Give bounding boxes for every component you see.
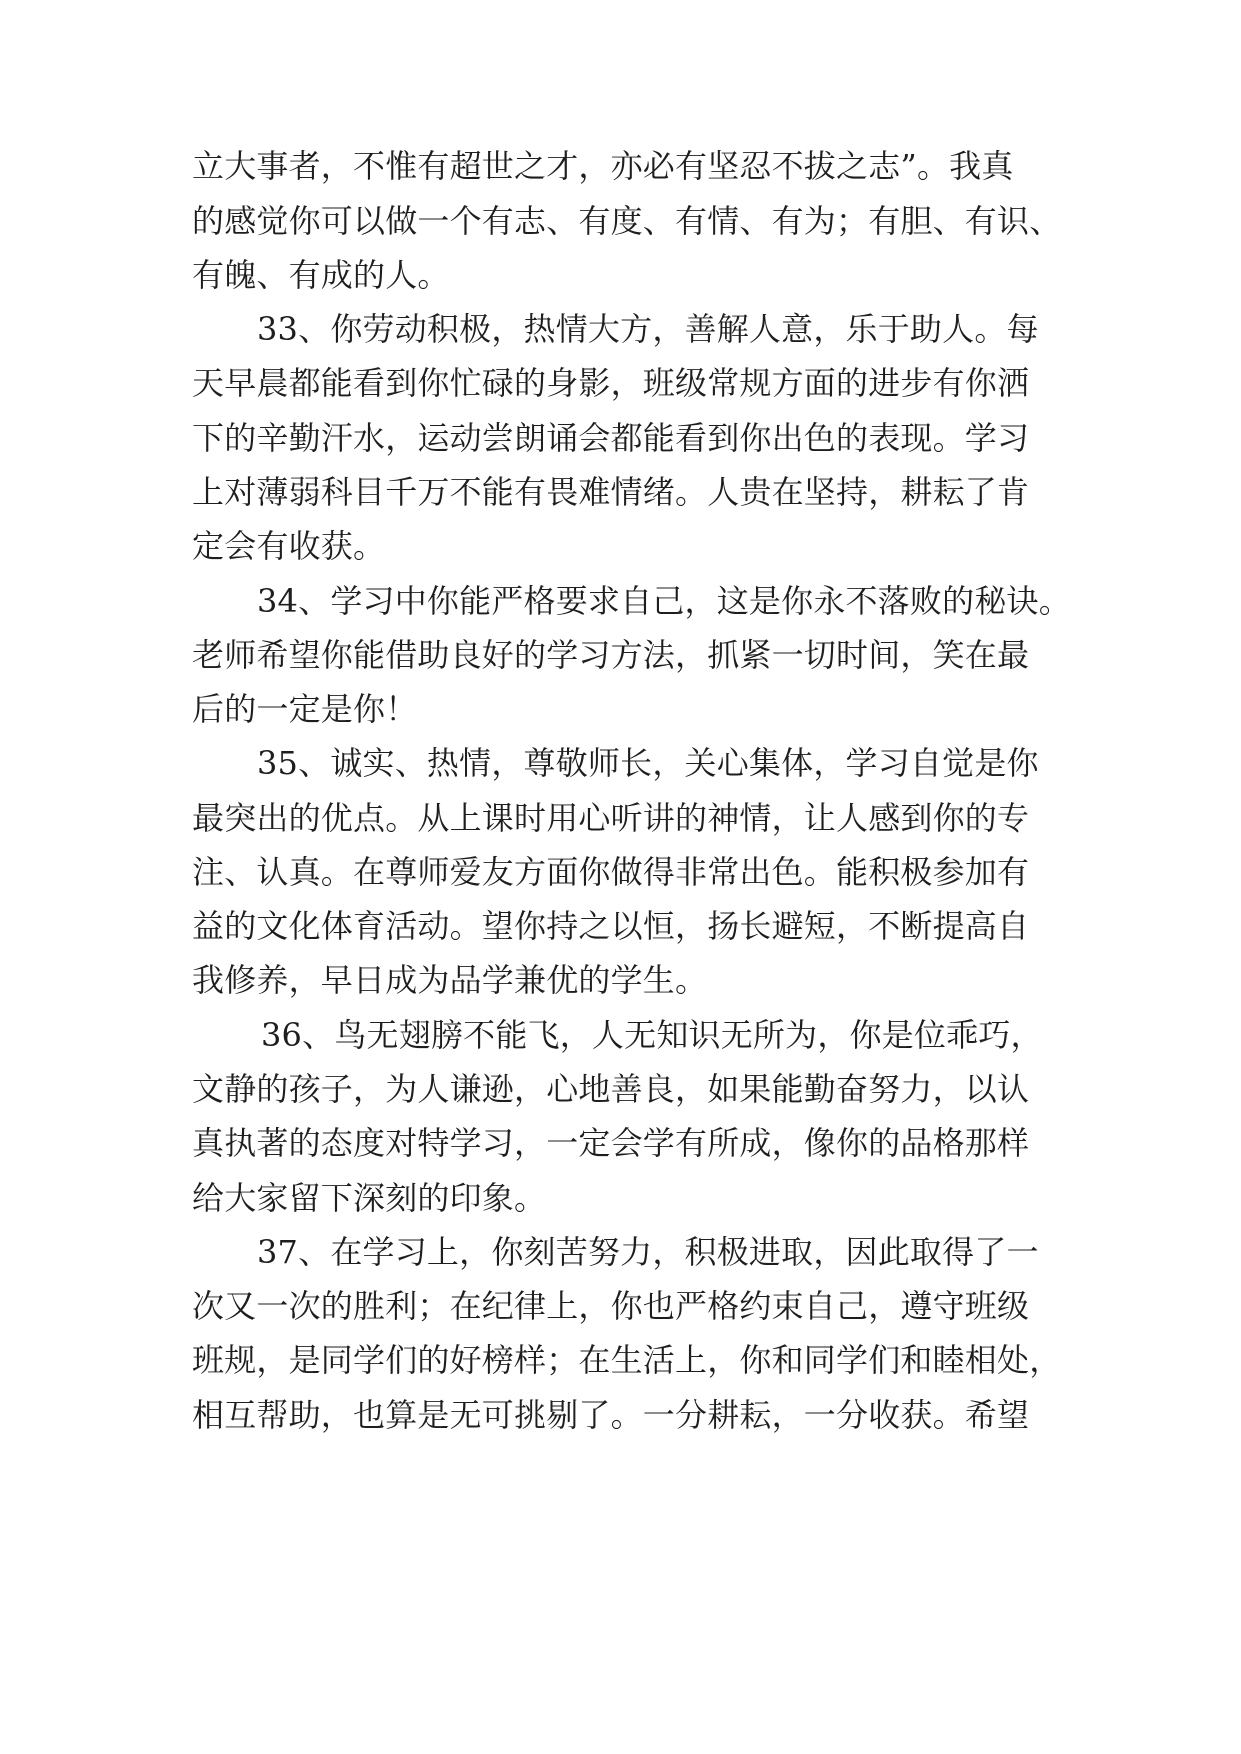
text-line: 立大事者，不惟有超世之才，亦必有坚忍不拔之志”。我真 bbox=[192, 147, 1014, 185]
text-line: 文静的孩子，为人谦逊，心地善良，如果能勤奋努力，以认 bbox=[192, 1070, 1030, 1108]
text-line: 益的文化体育活动。望你持之以恒，扬长避短，不断提高自 bbox=[192, 907, 1030, 945]
text-line: 注、认真。在尊师爱友方面你做得非常出色。能积极参加有 bbox=[192, 853, 1030, 891]
text-line: 上对薄弱科目千万不能有畏难情绪。人贵在坚持，耕耘了肯 bbox=[192, 473, 1030, 511]
text-line: 真执著的态度对特学习，一定会学有所成，像你的品格那样 bbox=[192, 1124, 1030, 1162]
text-line: 班规，是同学们的好榜样；在生活上，你和同学们和睦相处， bbox=[192, 1341, 1062, 1379]
paragraph-37-first-line: 37、在学习上，你刻苦努力，积极进取，因此取得了一 bbox=[257, 1233, 1039, 1271]
text-line: 老师希望你能借助良好的学习方法，抓紧一切时间，笑在最 bbox=[192, 636, 1030, 674]
paragraph-35-first-line: 35、诚实、热情，尊敬师长，关心集体，学习自觉是你 bbox=[257, 744, 1039, 782]
text-line: 后的一定是你！ bbox=[192, 690, 418, 728]
text-line: 我修养，早日成为品学兼优的学生。 bbox=[192, 961, 708, 999]
text-line: 的感觉你可以做一个有志、有度、有情、有为；有胆、有识、 bbox=[192, 202, 1062, 240]
text-line: 定会有收获。 bbox=[192, 527, 386, 565]
text-line: 下的辛勤汗水，运动尝朗诵会都能看到你出色的表现。学习 bbox=[192, 419, 1030, 457]
paragraph-36-first-line: 36、鸟无翅膀不能飞，人无知识无所为，你是位乖巧， bbox=[261, 1016, 1043, 1054]
text-line: 有魄、有成的人。 bbox=[192, 256, 450, 294]
text-line: 给大家留下深刻的印象。 bbox=[192, 1179, 547, 1217]
text-line: 相互帮助，也算是无可挑剔了。一分耕耘，一分收获。希望 bbox=[192, 1396, 1030, 1434]
text-line: 最突出的优点。从上课时用心听讲的神情，让人感到你的专 bbox=[192, 799, 1030, 837]
paragraph-33-first-line: 33、你劳动积极，热情大方，善解人意，乐于助人。每 bbox=[257, 310, 1039, 348]
paragraph-34-first-line: 34、学习中你能严格要求自己，这是你永不落败的秘诀。 bbox=[257, 582, 1071, 620]
text-line: 次又一次的胜利；在纪律上，你也严格约束自己，遵守班级 bbox=[192, 1287, 1030, 1325]
text-line: 天早晨都能看到你忙碌的身影，班级常规方面的进步有你洒 bbox=[192, 364, 1030, 402]
